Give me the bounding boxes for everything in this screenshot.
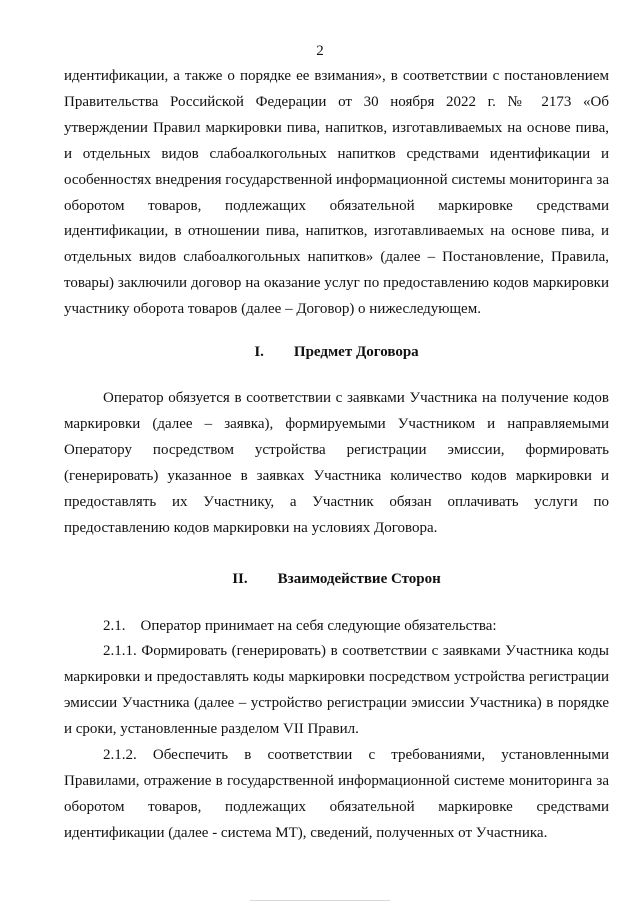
section-1-number: I. [254,344,264,361]
clause-2-1-2: 2.1.2. Обеспечить в соответствии с требованиями, установленными Правилами, отражение в государственной информационной системе мониторинга за оборотом товаров, подлежащих обязательной маркировке средствами идентификации (далее - система МТ), сведений, полученных от Участника. [64,747,609,841]
section-2-number: II. [232,570,248,587]
clause-2-1-1: 2.1.1. Формировать (генерировать) в соответствии с заявками Участника коды маркировки и предоставлять коды маркировки посредством устройства регистрации эмиссии Участника (далее – устройство регистрации эмиссии Участника) в порядке и сроки, установленные разделом VII Правил. [64,643,609,738]
section-2-heading [64,566,609,592]
section-1-title: Предмет Договора [293,344,419,361]
section-1-heading [64,339,609,365]
section-2-title: Взаимодействие Сторон [277,570,441,587]
page-number: 2 [316,43,324,59]
scan-artifact-line [250,900,390,901]
clause-2-1: 2.1. Оператор принимает на себя следующие обязательства: [103,617,497,634]
section-1-paragraph: Оператор обязуется в соответствии с заявками Участника на получение кодов маркировки (далее – заявка), формируемыми Участником и направляемыми Оператору посредством устройства регистрации эмиссии, формировать (генерировать) указанное в заявках Участника количество кодов маркировки и предоставлять их Участнику, а Участник обязан оплачивать услуги по предоставлению кодов маркировки на условиях Договора. [64,390,609,536]
intro-paragraph: идентификации, а также о порядке ее взимания», в соответствии с постановлением Правительства Российской Федерации от 30 ноября 2022 г. № 2173 «Об утверждении Правил маркировки пива, напитков, изготавливаемых на основе пива, и отдельных видов слабоалкогольных напитков средствами идентификации и особенностях внедрения государственной информационной системы мониторинга за оборотом товаров, подлежащих обязательной маркировке средствами идентификации, в отношении пива, напитков, изготавливаемых на основе пива, и отдельных видов слабоалкогольных напитков» (далее – Постановление, Правила, товары) заключили договор на оказание услуг по предоставлению кодов маркировки участнику оборота товаров (далее – Договор) о нижеследующем. [64,68,609,318]
document-body [64,64,609,847]
